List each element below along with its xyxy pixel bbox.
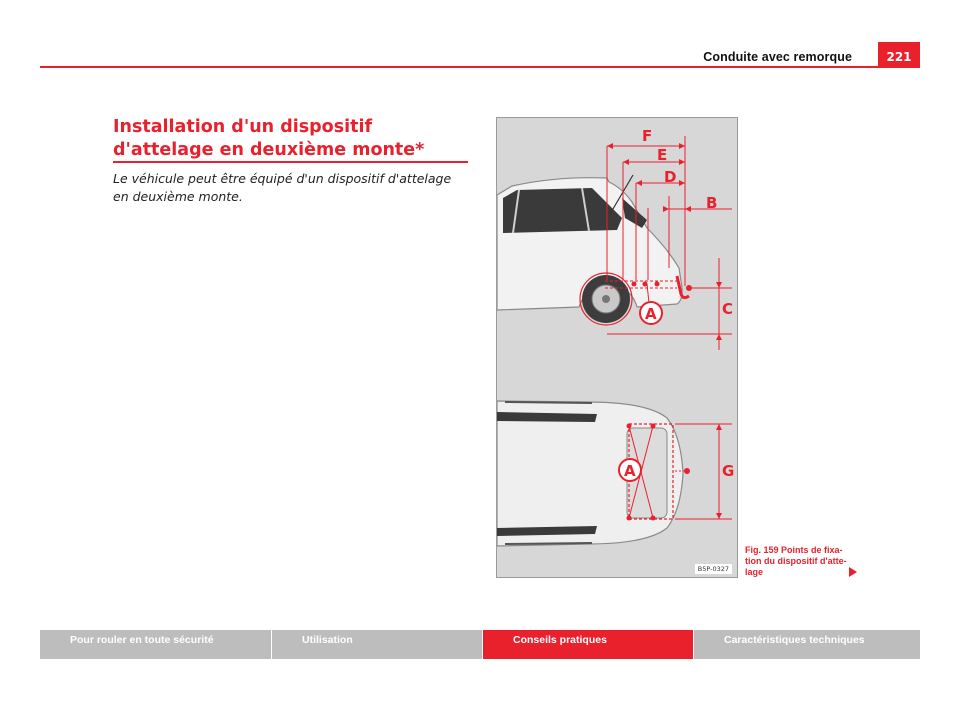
label-f: F xyxy=(642,127,653,145)
label-c: C xyxy=(722,300,734,318)
title-underline xyxy=(113,161,468,163)
label-a-side-badge xyxy=(640,302,662,324)
label-a-top-badge xyxy=(619,459,641,481)
chapter-title: Conduite avec remorque xyxy=(703,50,852,64)
car-top-view xyxy=(497,401,683,546)
label-g: G xyxy=(722,462,735,480)
car-side-view xyxy=(497,175,692,325)
footer-tab-safety[interactable]: Pour rouler en toute sécurité xyxy=(40,630,272,659)
footer-tab-caracteristiques[interactable]: Caractéristiques techniques xyxy=(694,630,920,659)
section-title: Installation d'un dispositif d'attelage en deuxième monte* xyxy=(113,117,425,160)
label-b: B xyxy=(706,194,718,212)
figure-code: B5P-0327 xyxy=(695,564,732,574)
label-a-top: A xyxy=(624,462,636,480)
figure-caption: Fig. 159 Points de fixa-tion du dispositif d'atte-lage xyxy=(745,545,847,577)
towbar-diagram xyxy=(496,117,738,578)
footer-tab-utilisation[interactable]: Utilisation xyxy=(272,630,483,659)
header-rule xyxy=(40,66,920,68)
footer-tab-conseils[interactable]: Conseils pratiques xyxy=(483,630,694,659)
triangle-right-icon[interactable] xyxy=(849,567,857,577)
page-number: 221 xyxy=(878,42,920,68)
footer-nav xyxy=(40,630,920,659)
towbar-diagram-drawing xyxy=(497,118,738,578)
section-intro: Le véhicule peut être équipé d'un dispositif d'attelage en deuxième monte. xyxy=(113,171,452,204)
label-e: E xyxy=(657,146,668,164)
label-a-side: A xyxy=(645,305,657,323)
label-d: D xyxy=(664,168,677,186)
